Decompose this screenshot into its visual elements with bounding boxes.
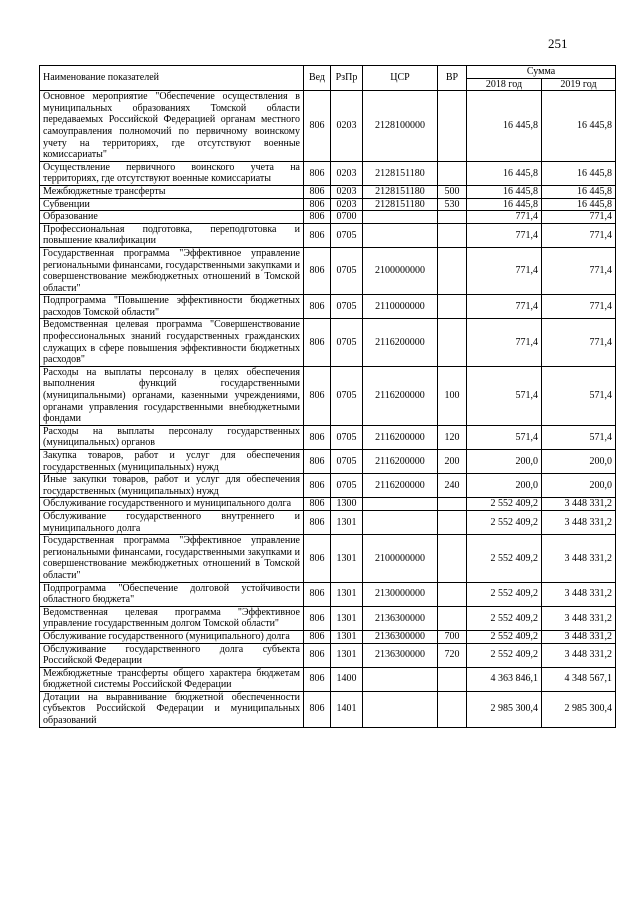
row-sum-2018: 16 445,8 [467, 198, 542, 211]
header-year-2018: 2018 год [467, 78, 542, 91]
row-sum-2018: 771,4 [467, 223, 542, 247]
row-sum-2018: 2 552 409,2 [467, 606, 542, 630]
row-rzpr: 1301 [331, 510, 363, 534]
table-row [40, 91, 616, 162]
table-row [40, 691, 616, 727]
row-csr: 2130000000 [363, 582, 438, 606]
row-vr: 240 [438, 474, 467, 498]
row-rzpr: 1301 [331, 606, 363, 630]
row-sum-2018: 16 445,8 [467, 185, 542, 198]
row-sum-2018: 16 445,8 [467, 91, 542, 162]
row-name: Ведомственная целевая программа "Эффективное управление государственным долгом Томской области" [40, 606, 304, 630]
row-csr [363, 667, 438, 691]
row-csr: 2116200000 [363, 474, 438, 498]
table-row [40, 366, 616, 425]
row-name: Расходы на выплаты персоналу в целях обеспечения выполнения функций государственными (муниципальными) органами, казенными учреждениями, органами управления государственными внебюджетными фондами [40, 366, 304, 425]
row-csr: 2136300000 [363, 606, 438, 630]
row-sum-2019: 16 445,8 [542, 91, 616, 162]
row-sum-2018: 2 552 409,2 [467, 510, 542, 534]
row-ved: 806 [304, 691, 331, 727]
row-name: Ведомственная целевая программа "Совершенствование профессиональных знаний государственных гражданских служащих в сфере повышения эффективности бюджетных расходов" [40, 319, 304, 366]
row-sum-2019: 16 445,8 [542, 198, 616, 211]
row-sum-2019: 571,4 [542, 366, 616, 425]
row-sum-2019: 771,4 [542, 247, 616, 294]
table-row [40, 450, 616, 474]
row-name: Межбюджетные трансферты [40, 185, 304, 198]
row-csr: 2100000000 [363, 535, 438, 582]
row-sum-2018: 771,4 [467, 211, 542, 224]
header-vr: ВР [438, 66, 467, 91]
row-vr: 700 [438, 630, 467, 643]
row-sum-2019: 16 445,8 [542, 161, 616, 185]
row-name: Обслуживание государственного и муниципального долга [40, 498, 304, 511]
table-row [40, 606, 616, 630]
row-rzpr: 1301 [331, 643, 363, 667]
row-name: Государственная программа "Эффективное управление региональными финансами, государственными закупками и совершенствование межбюджетных отношений в Томской области" [40, 247, 304, 294]
row-vr: 100 [438, 366, 467, 425]
row-name: Осуществление первичного воинского учета на территориях, где отсутствуют военные комиссариаты [40, 161, 304, 185]
row-csr: 2116200000 [363, 366, 438, 425]
header-csr: ЦСР [363, 66, 438, 91]
row-name: Подпрограмма "Повышение эффективности бюджетных расходов Томской области" [40, 295, 304, 319]
row-csr [363, 498, 438, 511]
row-name: Профессиональная подготовка, переподготовка и повышение квалификации [40, 223, 304, 247]
row-rzpr: 0705 [331, 474, 363, 498]
row-sum-2019: 3 448 331,2 [542, 582, 616, 606]
row-sum-2019: 4 348 567,1 [542, 667, 616, 691]
row-ved: 806 [304, 198, 331, 211]
table-row [40, 667, 616, 691]
row-vr [438, 223, 467, 247]
row-sum-2019: 16 445,8 [542, 185, 616, 198]
row-vr [438, 211, 467, 224]
row-sum-2018: 571,4 [467, 366, 542, 425]
row-ved: 806 [304, 606, 331, 630]
row-ved: 806 [304, 223, 331, 247]
row-csr: 2110000000 [363, 295, 438, 319]
row-rzpr: 1401 [331, 691, 363, 727]
table-row [40, 223, 616, 247]
row-vr: 200 [438, 450, 467, 474]
table-row [40, 161, 616, 185]
row-sum-2019: 771,4 [542, 295, 616, 319]
header-rzpr: РзПр [331, 66, 363, 91]
row-vr [438, 691, 467, 727]
row-ved: 806 [304, 91, 331, 162]
row-ved: 806 [304, 211, 331, 224]
row-sum-2019: 3 448 331,2 [542, 498, 616, 511]
table-row [40, 498, 616, 511]
row-name: Основное мероприятие "Обеспечение осуществления в муниципальных образованиях Томской области передаваемых Российской Федерацией органам местного самоуправления полномочий по первичному воинскому учету на территориях, где отсутствуют военные комиссариаты" [40, 91, 304, 162]
table-row [40, 247, 616, 294]
row-sum-2018: 771,4 [467, 319, 542, 366]
row-sum-2018: 771,4 [467, 247, 542, 294]
table-row [40, 425, 616, 449]
row-ved: 806 [304, 319, 331, 366]
row-vr [438, 91, 467, 162]
row-sum-2019: 3 448 331,2 [542, 510, 616, 534]
row-csr: 2116200000 [363, 425, 438, 449]
row-rzpr: 1301 [331, 535, 363, 582]
table-row [40, 630, 616, 643]
row-vr [438, 510, 467, 534]
row-csr: 2128151180 [363, 185, 438, 198]
row-sum-2018: 200,0 [467, 474, 542, 498]
row-rzpr: 0705 [331, 295, 363, 319]
row-ved: 806 [304, 643, 331, 667]
row-rzpr: 1300 [331, 498, 363, 511]
row-vr [438, 582, 467, 606]
row-name: Иные закупки товаров, работ и услуг для обеспечения государственных (муниципальных) нужд [40, 474, 304, 498]
row-sum-2019: 771,4 [542, 319, 616, 366]
row-csr: 2116200000 [363, 319, 438, 366]
row-sum-2018: 200,0 [467, 450, 542, 474]
row-ved: 806 [304, 161, 331, 185]
row-ved: 806 [304, 474, 331, 498]
row-sum-2018: 2 552 409,2 [467, 643, 542, 667]
row-rzpr: 0705 [331, 319, 363, 366]
row-vr [438, 295, 467, 319]
table-row [40, 535, 616, 582]
budget-table [39, 65, 616, 728]
row-ved: 806 [304, 450, 331, 474]
table-body [40, 91, 616, 727]
table-row [40, 211, 616, 224]
table-row [40, 582, 616, 606]
row-csr: 2128100000 [363, 91, 438, 162]
row-name: Расходы на выплаты персоналу государственных (муниципальных) органов [40, 425, 304, 449]
row-sum-2018: 2 985 300,4 [467, 691, 542, 727]
row-name: Обслуживание государственного долга субъекта Российской Федерации [40, 643, 304, 667]
row-sum-2018: 2 552 409,2 [467, 582, 542, 606]
row-rzpr: 0705 [331, 247, 363, 294]
row-sum-2019: 2 985 300,4 [542, 691, 616, 727]
row-csr: 2128151180 [363, 161, 438, 185]
row-vr [438, 161, 467, 185]
row-rzpr: 0203 [331, 161, 363, 185]
table-row [40, 319, 616, 366]
row-name: Обслуживание государственного (муниципального) долга [40, 630, 304, 643]
row-rzpr: 0203 [331, 91, 363, 162]
row-rzpr: 0705 [331, 425, 363, 449]
table-row [40, 295, 616, 319]
row-sum-2019: 200,0 [542, 450, 616, 474]
table-row [40, 474, 616, 498]
row-rzpr: 0700 [331, 211, 363, 224]
row-ved: 806 [304, 247, 331, 294]
row-rzpr: 1400 [331, 667, 363, 691]
row-rzpr: 0203 [331, 185, 363, 198]
table-row [40, 643, 616, 667]
row-sum-2018: 16 445,8 [467, 161, 542, 185]
table-row [40, 198, 616, 211]
row-vr [438, 606, 467, 630]
row-csr: 2136300000 [363, 630, 438, 643]
row-name: Подпрограмма "Обеспечение долговой устойчивости областного бюджета" [40, 582, 304, 606]
row-rzpr: 0705 [331, 450, 363, 474]
page-number: 251 [548, 36, 568, 51]
row-sum-2019: 3 448 331,2 [542, 606, 616, 630]
header-year-2019: 2019 год [542, 78, 616, 91]
row-sum-2018: 2 552 409,2 [467, 498, 542, 511]
row-ved: 806 [304, 498, 331, 511]
row-csr: 2128151180 [363, 198, 438, 211]
row-ved: 806 [304, 295, 331, 319]
row-csr: 2136300000 [363, 643, 438, 667]
row-sum-2019: 771,4 [542, 211, 616, 224]
row-sum-2018: 2 552 409,2 [467, 630, 542, 643]
row-name: Обслуживание государственного внутреннего и муниципального долга [40, 510, 304, 534]
row-rzpr: 0203 [331, 198, 363, 211]
header-ved: Вед [304, 66, 331, 91]
row-vr: 720 [438, 643, 467, 667]
row-rzpr: 0705 [331, 223, 363, 247]
row-csr: 2100000000 [363, 247, 438, 294]
row-vr [438, 319, 467, 366]
table-row [40, 185, 616, 198]
row-ved: 806 [304, 510, 331, 534]
header-name: Наименование показателей [40, 66, 304, 91]
row-ved: 806 [304, 630, 331, 643]
row-ved: 806 [304, 582, 331, 606]
row-rzpr: 1301 [331, 630, 363, 643]
row-sum-2018: 4 363 846,1 [467, 667, 542, 691]
row-ved: 806 [304, 185, 331, 198]
header-sum: Сумма [467, 66, 616, 79]
row-sum-2018: 2 552 409,2 [467, 535, 542, 582]
row-vr [438, 535, 467, 582]
row-vr [438, 498, 467, 511]
row-name: Государственная программа "Эффективное управление региональными финансами, государственными закупками и совершенствование межбюджетных отношений в Томской области" [40, 535, 304, 582]
row-csr: 2116200000 [363, 450, 438, 474]
row-sum-2018: 571,4 [467, 425, 542, 449]
row-ved: 806 [304, 535, 331, 582]
row-ved: 806 [304, 667, 331, 691]
row-csr [363, 223, 438, 247]
row-sum-2019: 3 448 331,2 [542, 630, 616, 643]
row-name: Закупка товаров, работ и услуг для обеспечения государственных (муниципальных) нужд [40, 450, 304, 474]
row-name: Межбюджетные трансферты общего характера бюджетам бюджетной системы Российской Федерации [40, 667, 304, 691]
row-name: Дотации на выравнивание бюджетной обеспеченности субъектов Российской Федерации и муниципальных образований [40, 691, 304, 727]
row-csr [363, 510, 438, 534]
row-name: Субвенции [40, 198, 304, 211]
row-ved: 806 [304, 366, 331, 425]
row-sum-2019: 3 448 331,2 [542, 643, 616, 667]
row-vr: 530 [438, 198, 467, 211]
row-ved: 806 [304, 425, 331, 449]
row-sum-2019: 3 448 331,2 [542, 535, 616, 582]
row-vr: 500 [438, 185, 467, 198]
row-sum-2018: 771,4 [467, 295, 542, 319]
row-sum-2019: 771,4 [542, 223, 616, 247]
row-sum-2019: 571,4 [542, 425, 616, 449]
row-vr [438, 247, 467, 294]
row-vr [438, 667, 467, 691]
row-rzpr: 0705 [331, 366, 363, 425]
row-csr [363, 691, 438, 727]
row-name: Образование [40, 211, 304, 224]
row-csr [363, 211, 438, 224]
table-row [40, 510, 616, 534]
row-rzpr: 1301 [331, 582, 363, 606]
row-vr: 120 [438, 425, 467, 449]
row-sum-2019: 200,0 [542, 474, 616, 498]
